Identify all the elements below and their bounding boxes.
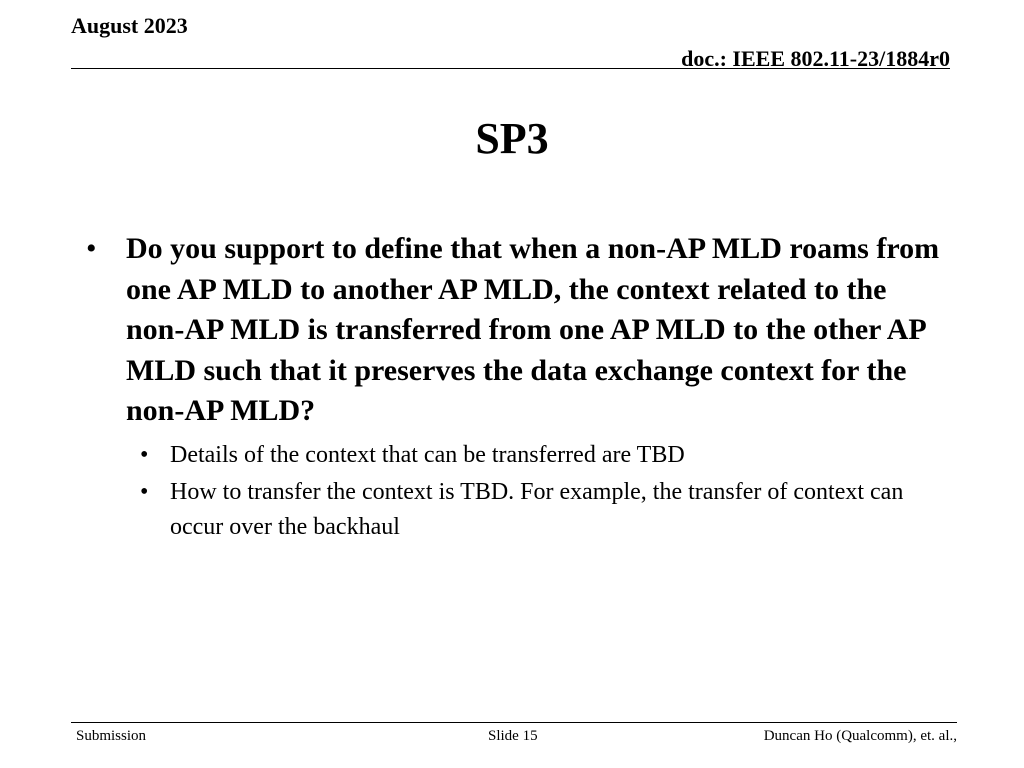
bullet-icon: • [86, 232, 97, 265]
main-bullet-text: Do you support to define that when a non-AP MLD roams from one AP MLD to another AP MLD, the context related to the non-AP MLD is transferred from one AP MLD to the other AP MLD such that it preserves the data exchange context for the non-AP MLD? [126, 232, 940, 427]
sub-bullet [84, 475, 944, 545]
bullet-icon: • [140, 441, 149, 468]
sub-bullet [84, 438, 944, 473]
sub-bullet-list [84, 438, 944, 545]
slide-title: SP3 [475, 114, 549, 163]
bullet-icon: • [140, 478, 149, 505]
header-divider [71, 68, 950, 69]
footer-divider [71, 722, 957, 723]
header-date: August 2023 [71, 13, 188, 38]
sub-bullet-text: How to transfer the context is TBD. For example, the transfer of context can occur over the backhaul [170, 478, 904, 540]
footer-author: Duncan Ho (Qualcomm), et. al., [763, 728, 957, 744]
footer-submission: Submission [76, 728, 147, 744]
sub-bullet-text: Details of the context that can be transferred are TBD [170, 441, 685, 468]
main-bullet [84, 229, 944, 432]
slide-body [84, 229, 944, 547]
header-doc-id: doc.: IEEE 802.11-23/1884r0 [681, 46, 950, 71]
footer-slide-number: Slide 15 [488, 728, 538, 744]
